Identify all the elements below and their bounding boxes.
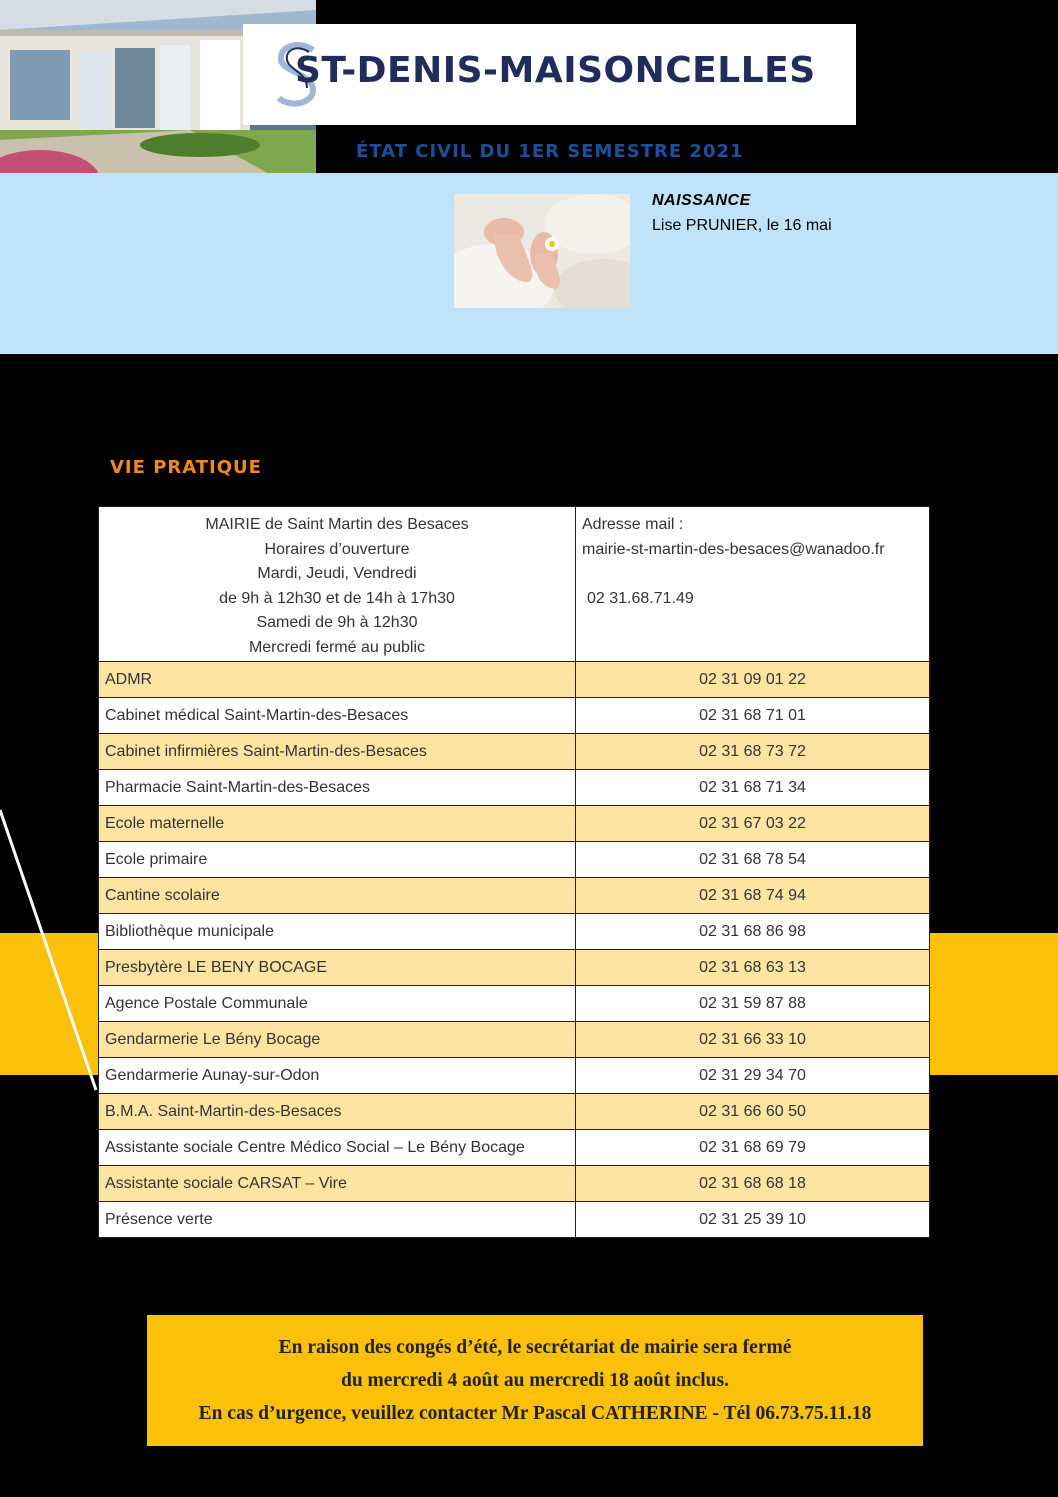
contact-phone: 02 31 25 39 10 bbox=[576, 1202, 930, 1238]
contact-phone: 02 31 68 74 94 bbox=[576, 878, 930, 914]
notice-line: En cas d’urgence, veuillez contacter Mr Pascal CATHERINE - Tél 06.73.75.11.18 bbox=[198, 1403, 872, 1424]
mairie-line: MAIRIE de Saint Martin des Besaces bbox=[205, 516, 469, 533]
contact-name: Présence verte bbox=[99, 1202, 576, 1238]
page-title: ST-DENIS-MAISONCELLES bbox=[295, 50, 816, 91]
contact-name: Gendarmerie Le Bény Bocage bbox=[99, 1022, 576, 1058]
table-row bbox=[99, 698, 930, 734]
contact-name: ADMR bbox=[99, 662, 576, 698]
contact-name: Bibliothèque municipale bbox=[99, 914, 576, 950]
contact-name: Assistante sociale Centre Médico Social – Le Bény Bocage bbox=[99, 1130, 576, 1166]
mairie-line: Mercredi fermé au public bbox=[248, 638, 426, 656]
contact-phone: 02 31 68 68 18 bbox=[576, 1166, 930, 1202]
contact-name: B.M.A. Saint-Martin-des-Besaces bbox=[99, 1094, 576, 1130]
contact-name: Cantine scolaire bbox=[99, 878, 576, 914]
contact-phone: 02 31 66 33 10 bbox=[576, 1022, 930, 1058]
decorative-line bbox=[0, 800, 110, 1100]
naissance-label: NAISSANCE bbox=[652, 192, 751, 209]
closure-notice bbox=[147, 1315, 923, 1446]
etat-civil-title: ÉTAT CIVIL DU 1ER SEMESTRE 2021 bbox=[356, 141, 744, 162]
title-box bbox=[243, 24, 856, 125]
contact-phone: 02 31 68 63 13 bbox=[576, 950, 930, 986]
mairie-phone: 02 31.68.71.49 bbox=[587, 589, 694, 607]
mairie-line: Mardi, Jeudi, Vendredi bbox=[257, 565, 417, 582]
table-row bbox=[99, 1130, 930, 1166]
table-row bbox=[99, 734, 930, 770]
table-row bbox=[99, 950, 930, 986]
contact-phone: 02 31 68 86 98 bbox=[576, 914, 930, 950]
contact-name: Ecole primaire bbox=[99, 842, 576, 878]
notice-line: du mercredi 4 août au mercredi 18 août inclus. bbox=[340, 1370, 729, 1391]
contact-phone: 02 31 59 87 88 bbox=[576, 986, 930, 1022]
table-row bbox=[99, 1166, 930, 1202]
mail-address[interactable]: mairie-st-martin-des-besaces@wanadoo.fr bbox=[582, 540, 885, 558]
table-row bbox=[99, 662, 930, 698]
contact-phone: 02 31 68 71 34 bbox=[576, 770, 930, 806]
baby-feet-photo bbox=[454, 194, 630, 308]
table-row bbox=[99, 1202, 930, 1238]
mairie-line: Samedi de 9h à 12h30 bbox=[256, 614, 418, 631]
contact-name: Cabinet médical Saint-Martin-des-Besaces bbox=[99, 698, 576, 734]
mairie-line: Horaires d’ouverture bbox=[264, 540, 410, 558]
contact-name: Assistante sociale CARSAT – Vire bbox=[99, 1166, 576, 1202]
table-row bbox=[99, 986, 930, 1022]
contacts-table bbox=[98, 506, 930, 1238]
contact-name: Presbytère LE BENY BOCAGE bbox=[99, 950, 576, 986]
contact-phone: 02 31 68 71 01 bbox=[576, 698, 930, 734]
table-row bbox=[99, 914, 930, 950]
contact-phone: 02 31 68 78 54 bbox=[576, 842, 930, 878]
table-row bbox=[99, 1022, 930, 1058]
contact-name: Cabinet infirmières Saint-Martin-des-Besaces bbox=[99, 734, 576, 770]
naissance-entry: Lise PRUNIER, le 16 mai bbox=[652, 217, 832, 234]
mairie-row bbox=[99, 507, 930, 662]
table-row bbox=[99, 1058, 930, 1094]
vie-pratique-title: VIE PRATIQUE bbox=[110, 457, 262, 478]
notice-line: En raison des congés d’été, le secrétariat de mairie sera fermé bbox=[278, 1337, 792, 1358]
contact-name: Ecole maternelle bbox=[99, 806, 576, 842]
mail-label: Adresse mail : bbox=[582, 516, 684, 533]
table-row bbox=[99, 770, 930, 806]
contact-phone: 02 31 68 69 79 bbox=[576, 1130, 930, 1166]
contact-phone: 02 31 67 03 22 bbox=[576, 806, 930, 842]
contact-phone: 02 31 66 60 50 bbox=[576, 1094, 930, 1130]
mairie-line: de 9h à 12h30 et de 14h à 17h30 bbox=[219, 589, 455, 607]
contact-name: Pharmacie Saint-Martin-des-Besaces bbox=[99, 770, 576, 806]
table-row bbox=[99, 842, 930, 878]
contact-phone: 02 31 09 01 22 bbox=[576, 662, 930, 698]
contact-name: Gendarmerie Aunay-sur-Odon bbox=[99, 1058, 576, 1094]
table-row bbox=[99, 878, 930, 914]
contact-name: Agence Postale Communale bbox=[99, 986, 576, 1022]
mairie-contact-cell bbox=[576, 507, 930, 662]
mairie-hours-cell bbox=[99, 507, 576, 662]
contact-phone: 02 31 68 73 72 bbox=[576, 734, 930, 770]
table-row bbox=[99, 1094, 930, 1130]
contact-phone: 02 31 29 34 70 bbox=[576, 1058, 930, 1094]
table-row bbox=[99, 806, 930, 842]
blue-band-left bbox=[0, 254, 316, 354]
